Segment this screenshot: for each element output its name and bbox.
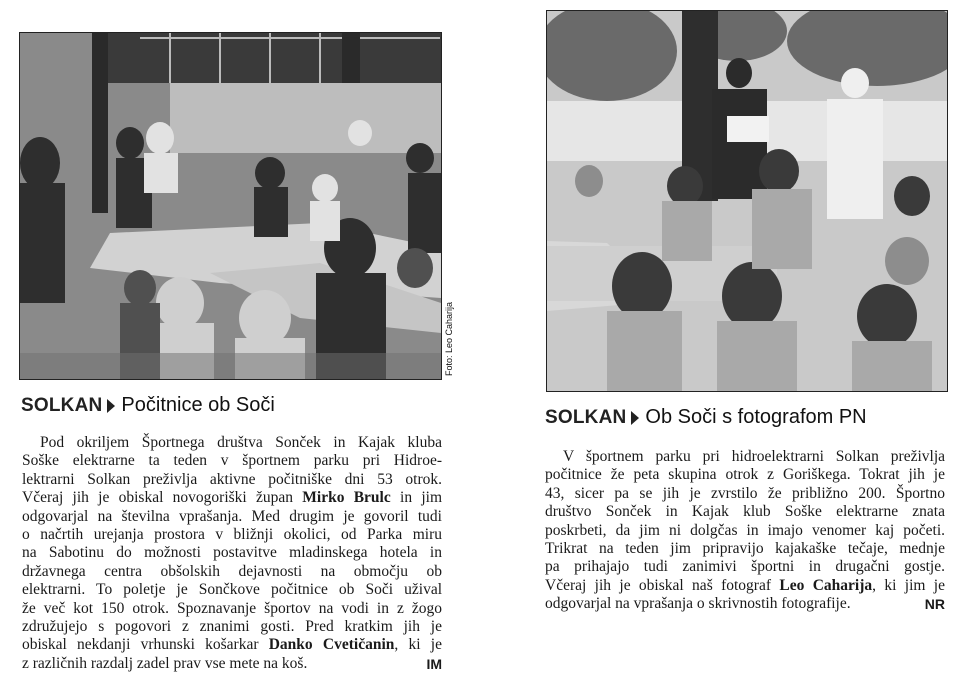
text-line: že več kot 150 otrok. Spoznavanje športov na vodi in z žogo (22, 599, 442, 617)
children-in-park-photo (20, 33, 441, 379)
text-line: društvo Sonček in Kajak klub Soške elektrarne znata (545, 503, 945, 521)
text-line: državnega centra obšolskih dejavnosti na območju ob (22, 562, 442, 580)
left-headline (21, 394, 275, 417)
photo-credit: Foto: Leo Caharija (444, 301, 454, 376)
text-line: elektrarni. To poletje je Sončkove počitnice ob Soči užival (22, 581, 442, 599)
text-line: na Sabotinu do možnosti postavitve mladinskega hotela in (22, 544, 442, 562)
signature: NR (924, 596, 945, 613)
signature: IM (426, 655, 442, 672)
text-line: o načrtih urejanja prostora v bližnji okolici, od Parka miru (22, 526, 442, 544)
text-line: Včeraj jih je obiskal novogoriški župan Mirko Brulc in jim (22, 489, 442, 507)
bold-name-mirko-brulc: Mirko Brulc (302, 489, 391, 507)
left-title: Počitnice ob Soči (121, 394, 275, 416)
bold-name-danko-cveticanin: Danko Cvetičanin (268, 636, 395, 654)
text-line: odgovarjal na številna vprašanja. Med drugim je govoril tudi (22, 507, 442, 525)
text-line: lektrarni Solkan preživlja aktivne počitniške dni 53 otrok. (22, 470, 442, 488)
text-line: pa prihajajo tudi zanimivi športni in drugačni gostje. (545, 558, 945, 576)
text-line: Včeraj jih je obiskal naš fotograf Leo Caharija, ki jim je (545, 576, 945, 594)
text-line: združujejo s pogovori z znanimi gosti. Pred kratkim jih je (22, 618, 442, 636)
text-line: Pod okriljem Športnega društva Sonček in Kajak kluba (40, 434, 442, 451)
text-line: počitnice že peta skupina otrok z Goriškega. Tokrat jih je (545, 466, 945, 484)
text-line: odgovarjal na vprašanja o skrivnostih fotografije. NR (545, 595, 945, 613)
right-kicker: SOLKAN (545, 406, 627, 428)
left-kicker: SOLKAN (21, 394, 103, 416)
left-body (22, 434, 442, 673)
text-line: V športnem parku pri hidroelektrarni Solkan preživlja (563, 448, 945, 465)
arrow-right-icon (107, 399, 115, 413)
text-line: 43, sicer pa se jih je zvrstilo že približno 200. Športno (545, 484, 945, 502)
right-body (545, 448, 945, 614)
text-line: Soške elektrarne ta teden v športnem parku pri Hidroe- (22, 452, 442, 470)
text-line: poskrbeti, da jim ni dolgčas in imajo venomer kaj početi. (545, 521, 945, 539)
text-line: z različnih razdalj zadel prav vse mete na koš. IM (22, 654, 442, 672)
right-title: Ob Soči s fotografom PN (645, 406, 867, 428)
arrow-right-icon (631, 411, 639, 425)
text-line: Trikrat na teden jim pripravijo kajakaške tečaje, mednje (545, 540, 945, 558)
photographer-with-children-photo (547, 11, 947, 391)
left-photo (19, 32, 442, 380)
right-headline (545, 406, 867, 429)
bold-name-leo-caharija: Leo Caharija (779, 576, 873, 594)
right-photo (546, 10, 948, 392)
text-line: obiskal nekdanji vrhunski košarkar Danko Cvetičanin, ki je (22, 636, 442, 654)
